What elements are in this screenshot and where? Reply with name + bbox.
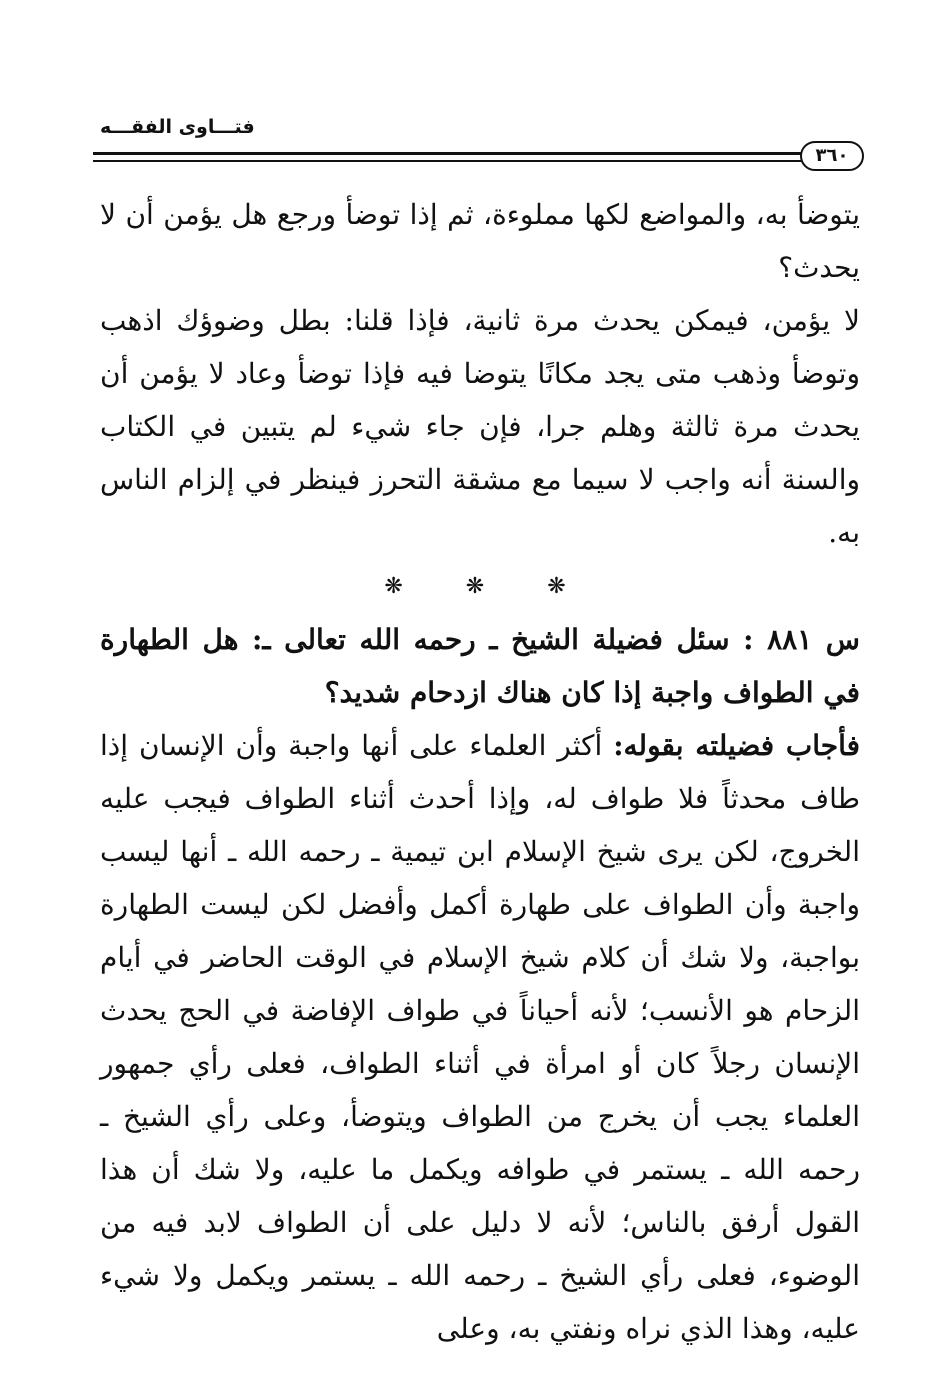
separator-star: ❋ [465, 574, 495, 599]
separator-star: ❋ [547, 574, 576, 599]
header-rule-thin [93, 160, 801, 162]
page-number: ٣٦٠ [800, 141, 864, 171]
header-rule-thick [93, 152, 801, 155]
answer-lead: فأجاب فضيلته بقوله: [613, 729, 860, 762]
page-body [100, 188, 860, 1355]
answer-paragraph [100, 719, 860, 1355]
paragraph-1: يتوضأ به، والمواضع لكها مملوءة، ثم إذا توضأ ورجع هل يؤمن أن لا يحدث؟ [100, 198, 860, 284]
paragraph-2: لا يؤمن، فيمكن يحدث مرة ثانية، فإذا قلنا: بطل وضوؤك اذهب وتوضأ وذهب متى يجد مكانًا يتوضا فيه فإذا توضأ وعاد لا يؤمن أن يحدث مرة ثالثة وهلم جرا، فإن جاء شيء لم يتبين في الكتاب والسنة أنه واجب لا سيما مع مشقة التحرز فينظر في إلزام الناس به. [100, 304, 860, 549]
question-text: س ٨٨١ : سئل فضيلة الشيخ ـ رحمه الله تعالى ـ: هل الطهارة في الطواف واجبة إذا كان هناك ازدحام شديد؟ [100, 623, 860, 709]
section-separator [100, 563, 860, 611]
answer-text: أكثر العلماء على أنها واجبة وأن الإنسان إذا طاف محدثاً فلا طواف له، وإذا أحدث أثناء الطواف فيجب عليه الخروج، لكن يرى شيخ الإسلام ابن تيمية ـ رحمه الله ـ أنها ليسب واجبة وأن الطواف على طهارة أكمل وأفضل لكن ليست الطهارة بواجبة، ولا شك أن كلام شيخ الإسلام في الوقت الحاضر في أيام الزحام هو الأنسب؛ لأنه أحياناً في طواف الإفاضة في الحج يحدث الإنسان رجلاً كان أو امرأة في أثناء الطواف، فعلى رأي جمهور العلماء يجب أن يخرج من الطواف ويتوضأ، وعلى رأي الشيخ ـ رحمه الله ـ يستمر في طوافه ويكمل ما عليه، ولا شك أن هذا القول أرفق بالناس؛ لأنه لا دليل على أن الطواف لابد فيه من الوضوء، فعلى رأي الشيخ ـ رحمه الله ـ يستمر ويكمل ولا شيء عليه، وهذا الذي نراه ونفتي به، وعلى [100, 729, 860, 1345]
book-title: فتـــاوى الفقـــه [100, 116, 255, 138]
separator-star: ❋ [384, 574, 413, 599]
